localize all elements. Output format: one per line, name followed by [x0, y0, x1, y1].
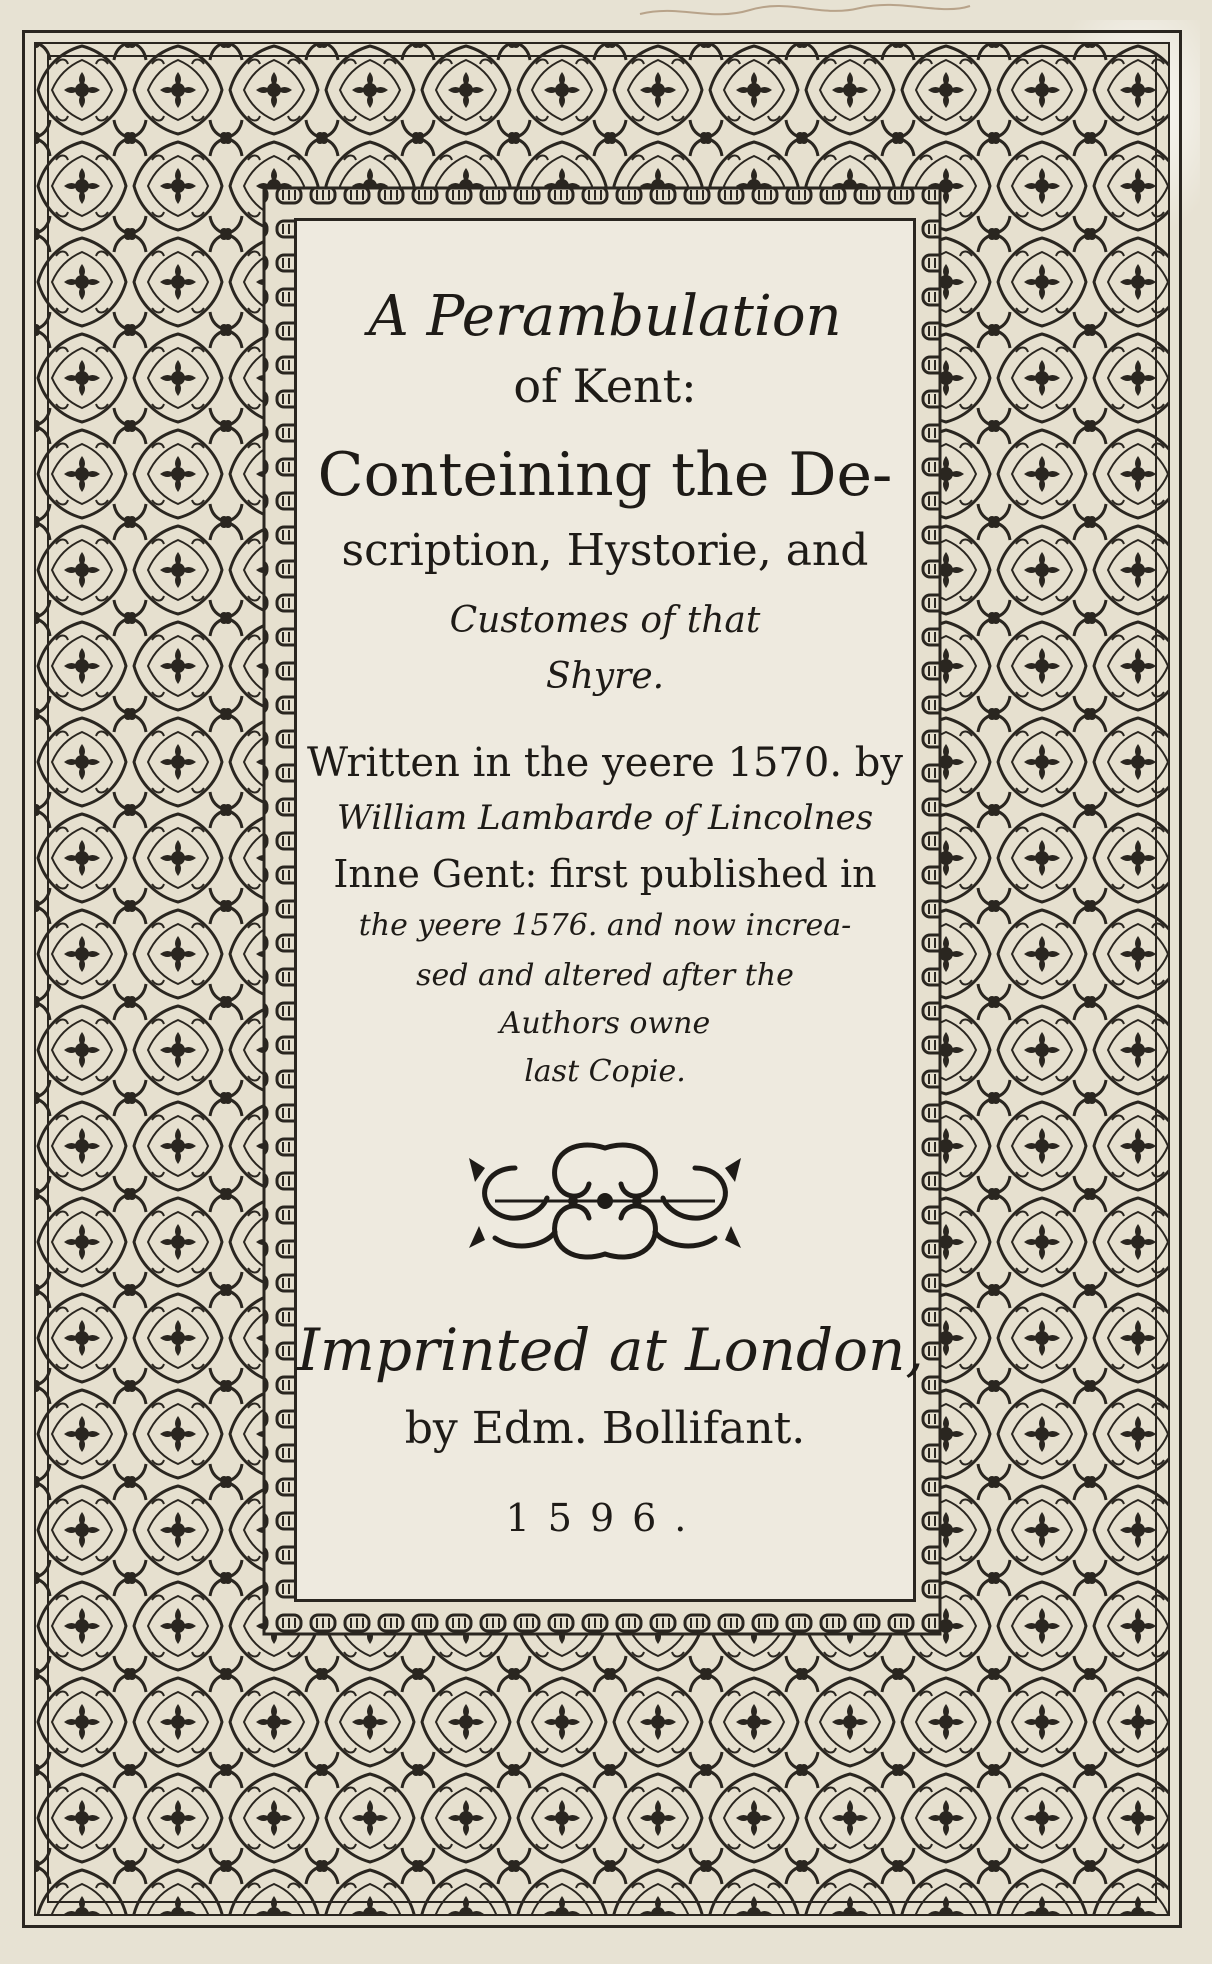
author-line-6: Authors owne	[499, 1006, 711, 1041]
author-line-7: last Copie.	[524, 1054, 686, 1089]
author-line-4: the yeere 1576. and now increa-	[358, 908, 852, 943]
author-line-3: Inne Gent: first published in	[333, 852, 877, 896]
author-line-5: sed and altered after the	[416, 958, 794, 993]
printers-ornament-icon	[455, 1128, 755, 1274]
year: 1596.	[505, 1496, 705, 1540]
subtitle-line-2: scription, Hystorie, and	[341, 525, 869, 576]
imprint-line-2: by Edm. Bollifant.	[404, 1403, 806, 1454]
title-line-2: of Kent:	[513, 359, 697, 413]
subtitle-line-3: Customes of that	[449, 600, 761, 641]
author-line-1: Written in the yeere 1570. by	[307, 740, 903, 786]
imprint-line-1: Imprinted at London,	[297, 1316, 924, 1384]
title-line-1: A Perambulation	[368, 284, 842, 349]
author-line-2: William Lambarde of Lincolnes	[336, 798, 874, 838]
subtitle-line-1: Conteining the De-	[317, 440, 893, 510]
subtitle-line-4: Shyre.	[545, 656, 665, 697]
title-panel	[294, 218, 924, 1602]
handwritten-mark	[620, 0, 980, 24]
